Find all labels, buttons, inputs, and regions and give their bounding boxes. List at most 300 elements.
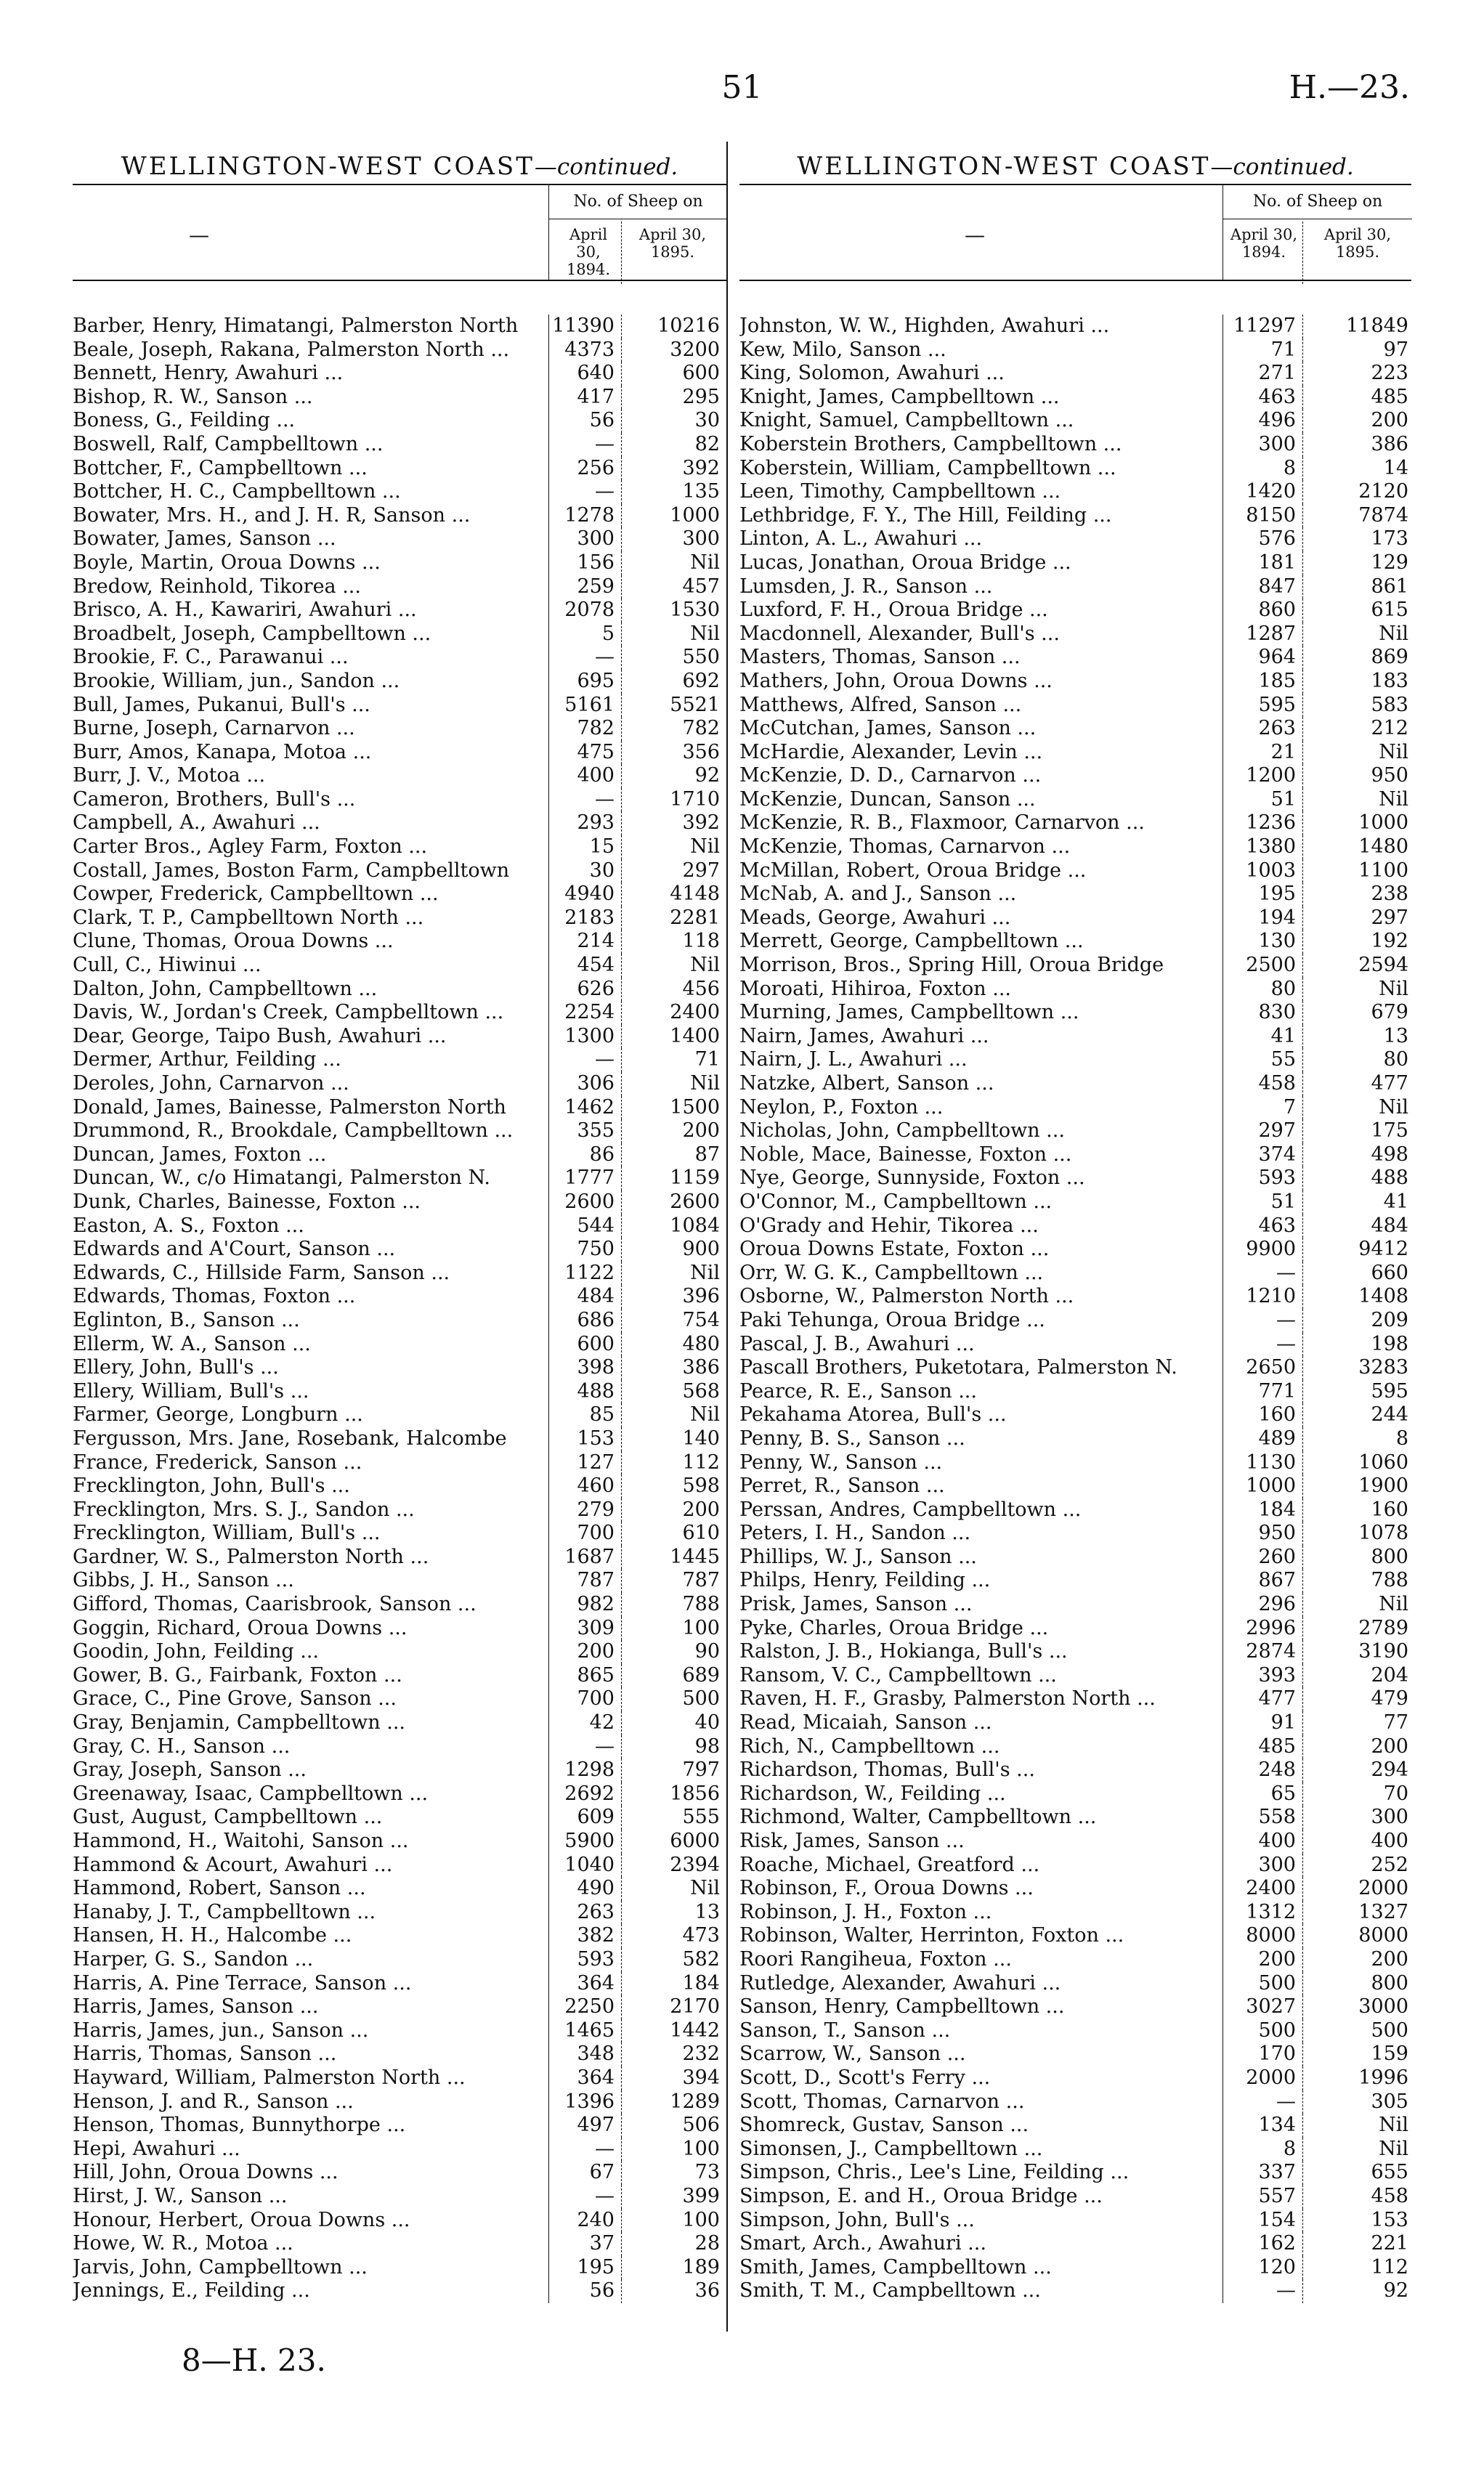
- sheep-1894: 195: [548, 2256, 615, 2280]
- sheep-1894: —: [1223, 1333, 1296, 1357]
- sheep-1894: 134: [1223, 2114, 1296, 2138]
- sheep-1895: 1159: [621, 1167, 720, 1190]
- table-row: [73, 504, 726, 528]
- sheep-1894: 867: [1223, 1569, 1296, 1593]
- table-row: [739, 2138, 1411, 2162]
- table-row: [739, 1854, 1411, 1878]
- sheep-1894: 1298: [548, 1758, 615, 1782]
- sheep-1895: 1327: [1302, 1901, 1408, 1925]
- table-row: [739, 1119, 1411, 1143]
- sheep-1894: 860: [1223, 599, 1296, 622]
- sheep-1895: 598: [621, 1474, 720, 1498]
- table-row: [73, 1758, 726, 1782]
- table-row: [739, 1025, 1411, 1049]
- sheep-1895: 2170: [621, 1995, 720, 2019]
- table-row: [73, 646, 726, 670]
- entry-name: Knight, James, Campbelltown ...: [739, 385, 1060, 408]
- sheep-1894: 85: [548, 1403, 615, 1427]
- sheep-1894: 184: [1223, 1498, 1296, 1522]
- table-row: [739, 409, 1411, 433]
- table-row: [73, 954, 726, 978]
- entry-name: McNab, A. and J., Sanson ...: [739, 883, 1017, 906]
- sheep-1895: 615: [1302, 599, 1408, 622]
- entry-name: Burne, Joseph, Carnarvon ...: [73, 717, 355, 740]
- entry-name: Campbell, A., Awahuri ...: [73, 811, 320, 835]
- sheep-1894: 67: [548, 2161, 615, 2185]
- table-row: [73, 622, 726, 646]
- table-row: [739, 906, 1411, 930]
- sheep-1894: 477: [1223, 1687, 1296, 1711]
- sheep-1894: 37: [548, 2232, 615, 2256]
- entry-name: Nye, George, Sunnyside, Foxton ...: [739, 1167, 1085, 1190]
- sheep-1894: 393: [1223, 1664, 1296, 1688]
- sheep-1894: 263: [548, 1901, 615, 1925]
- entry-name: Duncan, James, Foxton ...: [73, 1143, 327, 1166]
- title-text: WELLINGTON-WEST COAST: [797, 152, 1211, 181]
- table-row: [73, 480, 726, 504]
- entry-name: McHardie, Alexander, Levin ...: [739, 740, 1043, 763]
- entry-name: Boswell, Ralf, Campbelltown ...: [73, 432, 384, 455]
- page-number: 51: [721, 69, 763, 106]
- entry-name: Gibbs, J. H., Sanson ...: [73, 1569, 294, 1592]
- sheep-1894: 950: [1223, 1522, 1296, 1546]
- entry-name: Brisco, A. H., Kawariri, Awahuri ...: [73, 599, 417, 622]
- table-row: [739, 1735, 1411, 1759]
- group-label: No. of Sheep on: [549, 185, 727, 219]
- sheep-1894: 1462: [548, 1096, 615, 1120]
- entry-name: Dalton, John, Campbelltown ...: [73, 977, 378, 1000]
- entry-name: King, Solomon, Awahuri ...: [739, 362, 1005, 385]
- sheep-1895: 396: [621, 1285, 720, 1309]
- sheep-1894: 686: [548, 1309, 615, 1333]
- entry-name: Bishop, R. W., Sanson ...: [73, 385, 313, 408]
- entry-name: McKenzie, Thomas, Carnarvon ...: [739, 835, 1071, 859]
- table-row: [739, 1617, 1411, 1641]
- entry-name: Hammond & Acourt, Awahuri ...: [73, 1853, 393, 1876]
- entry-name: Rich, N., Campbelltown ...: [739, 1735, 1000, 1758]
- sheep-1895: 500: [1302, 2019, 1408, 2043]
- sheep-1895: 41: [1302, 1190, 1408, 1214]
- entry-name: Koberstein, William, Campbelltown ...: [739, 456, 1116, 479]
- table-row: [739, 2090, 1411, 2114]
- sheep-1895: Nil: [621, 1877, 720, 1901]
- sheep-1894: 1278: [548, 504, 615, 528]
- table-row: [73, 2232, 726, 2256]
- table-row: [739, 1877, 1411, 1901]
- entry-name: Robinson, F., Oroua Downs ...: [739, 1877, 1034, 1900]
- sheep-1895: 692: [621, 670, 720, 694]
- table-row: [73, 1403, 726, 1427]
- sheep-1894: 297: [1223, 1119, 1296, 1143]
- entry-name: Harris, James, jun., Sanson ...: [73, 2019, 369, 2042]
- sheep-1895: 610: [621, 1522, 720, 1546]
- table-row: [73, 386, 726, 410]
- sheep-1895: 40: [621, 1711, 720, 1735]
- sheep-1894: —: [548, 433, 615, 457]
- sheep-1895: 71: [621, 1048, 720, 1072]
- table-row: [73, 930, 726, 954]
- sheep-1894: 348: [548, 2042, 615, 2066]
- table-row: [73, 2042, 726, 2066]
- sheep-1894: —: [1223, 2279, 1296, 2303]
- sheep-1895: 189: [621, 2256, 720, 2280]
- sheep-1895: 480: [621, 1333, 720, 1357]
- sheep-1894: 86: [548, 1143, 615, 1167]
- table-row: [739, 2279, 1411, 2303]
- entry-name: France, Frederick, Sanson ...: [73, 1451, 362, 1474]
- table-row: [739, 741, 1411, 765]
- table-row: [73, 1546, 726, 1570]
- sheep-1895: 1856: [621, 1782, 720, 1806]
- table-row: [739, 504, 1411, 528]
- sheep-1894: 982: [548, 1593, 615, 1617]
- sheep-1894: 300: [1223, 1854, 1296, 1878]
- table-row: [73, 1072, 726, 1096]
- sheep-1894: 398: [548, 1356, 615, 1380]
- sheep-1894: 263: [1223, 717, 1296, 741]
- table-row: [739, 2232, 1411, 2256]
- entry-name: Roori Rangiheua, Foxton ...: [739, 1947, 1012, 1971]
- sheep-1895: 200: [1302, 1948, 1408, 1972]
- entry-name: Bennett, Henry, Awahuri ...: [73, 362, 344, 385]
- sheep-1895: 485: [1302, 386, 1408, 410]
- sheep-1895: 394: [621, 2066, 720, 2090]
- table-row: [739, 551, 1411, 575]
- sheep-1894: 5161: [548, 694, 615, 718]
- table-row: [739, 1830, 1411, 1854]
- sheep-1895: 400: [1302, 1830, 1408, 1854]
- sheep-1894: 500: [1223, 2019, 1296, 2043]
- sheep-1895: 232: [621, 2042, 720, 2066]
- table-row: [739, 1427, 1411, 1451]
- right-table-body: [739, 315, 1411, 2303]
- sheep-1895: 2594: [1302, 954, 1408, 978]
- table-row: [73, 2019, 726, 2043]
- table-row: [739, 788, 1411, 812]
- sheep-1894: —: [548, 480, 615, 504]
- sheep-1895: 2120: [1302, 480, 1408, 504]
- sheep-1894: 1687: [548, 1546, 615, 1570]
- entry-name: McMillan, Robert, Oroua Bridge ...: [739, 859, 1087, 882]
- sheep-1895: 300: [621, 527, 720, 551]
- sheep-1894: 71: [1223, 338, 1296, 362]
- entry-name: Gifford, Thomas, Caarisbrook, Sanson ...: [73, 1593, 477, 1616]
- entry-name: Rutledge, Alexander, Awahuri ...: [739, 1971, 1061, 1995]
- sheep-1894: 306: [548, 1072, 615, 1096]
- entry-name: Henson, Thomas, Bunnythorpe ...: [73, 2114, 406, 2137]
- sheep-1894: 2650: [1223, 1356, 1296, 1380]
- sheep-1894: 293: [548, 811, 615, 835]
- sheep-1895: 782: [621, 717, 720, 741]
- table-row: [73, 670, 726, 694]
- title-continued: —continued.: [534, 154, 678, 180]
- entry-name: Harris, James, Sanson ...: [73, 1995, 319, 2019]
- sheep-1895: 1408: [1302, 1285, 1408, 1309]
- header-dash: —: [189, 223, 209, 247]
- entry-name: Cameron, Brothers, Bull's ...: [73, 787, 356, 811]
- sheep-1894: 460: [548, 1474, 615, 1498]
- sheep-1895: 112: [621, 1451, 720, 1475]
- sheep-1894: 7: [1223, 1096, 1296, 1120]
- entry-name: Harper, G. S., Sandon ...: [73, 1947, 314, 1971]
- sheep-1894: 30: [548, 859, 615, 883]
- table-row: [73, 1617, 726, 1641]
- entry-name: Dear, George, Taipo Bush, Awahuri ...: [73, 1024, 447, 1047]
- sheep-1895: 77: [1302, 1711, 1408, 1735]
- table-row: [73, 1711, 726, 1735]
- sheep-1895: 1000: [1302, 811, 1408, 835]
- sheep-1895: 204: [1302, 1664, 1408, 1688]
- sheep-1895: 583: [1302, 694, 1408, 718]
- sheep-1894: 300: [548, 527, 615, 551]
- sheep-1894: 1380: [1223, 835, 1296, 859]
- sheep-1895: 386: [1302, 433, 1408, 457]
- table-row: [739, 1664, 1411, 1688]
- entry-name: Lucas, Jonathan, Oroua Bridge ...: [739, 551, 1071, 574]
- sheep-1894: 600: [548, 1333, 615, 1357]
- sheep-1895: 13: [1302, 1025, 1408, 1049]
- sheep-1894: 2874: [1223, 1640, 1296, 1664]
- left-column-title: [73, 149, 726, 184]
- sheep-1894: 65: [1223, 1782, 1296, 1806]
- sheep-1894: 1040: [548, 1854, 615, 1878]
- sheep-1894: 154: [1223, 2209, 1296, 2233]
- sheep-1895: 129: [1302, 551, 1408, 575]
- col-1894-header: April 30, 1894.: [566, 226, 611, 278]
- table-row: [739, 2161, 1411, 2185]
- entry-name: Natzke, Albert, Sanson ...: [739, 1072, 994, 1095]
- sheep-1895: 70: [1302, 1782, 1408, 1806]
- entry-name: Hirst, J. W., Sanson ...: [73, 2184, 288, 2207]
- table-row: [73, 741, 726, 765]
- sheep-1894: 259: [548, 575, 615, 599]
- table-row: [73, 1285, 726, 1309]
- document-reference: H.—23.: [1289, 69, 1410, 106]
- sheep-1895: 2394: [621, 1854, 720, 1878]
- sheep-1894: 170: [1223, 2042, 1296, 2066]
- table-row: [73, 1498, 726, 1522]
- entry-name: Brookie, F. C., Parawanui ...: [73, 646, 349, 669]
- sheep-1895: 11849: [1302, 315, 1408, 338]
- table-row: [739, 1333, 1411, 1357]
- entry-name: Boness, G., Feilding ...: [73, 409, 296, 432]
- sheep-1895: 100: [621, 2138, 720, 2162]
- sheep-1895: 689: [621, 1664, 720, 1688]
- table-row: [73, 1664, 726, 1688]
- table-row: [73, 2138, 726, 2162]
- sheep-1895: 1400: [621, 1025, 720, 1049]
- entry-name: Meads, George, Awahuri ...: [739, 906, 1011, 929]
- entry-name: Scott, Thomas, Carnarvon ...: [739, 2090, 1025, 2113]
- sheep-1895: 457: [621, 575, 720, 599]
- sheep-1895: 399: [621, 2185, 720, 2209]
- table-row: [739, 1522, 1411, 1546]
- entry-name: Perssan, Andres, Campbelltown ...: [739, 1498, 1082, 1521]
- table-row: [73, 835, 726, 859]
- sheep-1894: —: [548, 788, 615, 812]
- sheep-1894: 1122: [548, 1262, 615, 1286]
- entry-name: Smith, T. M., Campbelltown ...: [739, 2279, 1041, 2302]
- table-row: [73, 811, 726, 835]
- sheep-1894: 2500: [1223, 954, 1296, 978]
- sheep-1895: 2000: [1302, 1877, 1408, 1901]
- table-row: [739, 527, 1411, 551]
- sheep-1894: 695: [548, 670, 615, 694]
- sheep-1895: 392: [621, 457, 720, 481]
- table-row: [739, 1924, 1411, 1948]
- entry-name: Mathers, John, Oroua Downs ...: [739, 669, 1053, 692]
- entry-name: McKenzie, Duncan, Sanson ...: [739, 787, 1036, 811]
- entry-name: Perret, R., Sanson ...: [739, 1474, 945, 1498]
- entry-name: Johnston, W. W., Highden, Awahuri ...: [739, 315, 1110, 337]
- sheep-1895: 800: [1302, 1546, 1408, 1570]
- sheep-1895: 200: [621, 1119, 720, 1143]
- entry-name: Smith, James, Campbelltown ...: [739, 2255, 1052, 2279]
- sheep-1895: 2789: [1302, 1617, 1408, 1641]
- sheep-1894: —: [548, 2185, 615, 2209]
- table-row: [73, 1640, 726, 1664]
- table-row: [739, 1640, 1411, 1664]
- sheep-1895: Nil: [621, 954, 720, 978]
- sheep-1894: 374: [1223, 1143, 1296, 1167]
- sheep-1895: 252: [1302, 1854, 1408, 1878]
- entry-name: Nairn, J. L., Awahuri ...: [739, 1048, 968, 1071]
- sheep-1895: 175: [1302, 1119, 1408, 1143]
- table-row: [73, 338, 726, 362]
- sheep-1894: 156: [548, 551, 615, 575]
- sheep-1894: 256: [548, 457, 615, 481]
- left-table-header: [73, 184, 726, 281]
- table-row: [739, 1711, 1411, 1735]
- entry-name: Gray, Benjamin, Campbelltown ...: [73, 1711, 405, 1735]
- entry-name: Penny, B. S., Sanson ...: [739, 1427, 965, 1450]
- group-label: No. of Sheep on: [1223, 185, 1412, 219]
- entry-name: Harris, A. Pine Terrace, Sanson ...: [73, 1971, 412, 1995]
- table-row: [73, 2161, 726, 2185]
- col-1894-header: April 30, 1894.: [1230, 226, 1298, 261]
- table-row: [73, 1948, 726, 1972]
- table-row: [73, 1309, 726, 1333]
- sheep-1895: Nil: [1302, 1593, 1408, 1617]
- header-dash: —: [965, 223, 985, 247]
- table-row: [739, 575, 1411, 599]
- table-row: [73, 1593, 726, 1617]
- table-row: [73, 1901, 726, 1925]
- table-row: [73, 906, 726, 930]
- sheep-1894: 1130: [1223, 1451, 1296, 1475]
- table-row: [73, 2066, 726, 2090]
- sheep-1894: 1003: [1223, 859, 1296, 883]
- table-row: [739, 2066, 1411, 2090]
- table-row: [73, 1238, 726, 1262]
- table-row: [739, 315, 1411, 338]
- sheep-1895: 1900: [1302, 1474, 1408, 1498]
- sheep-1895: Nil: [1302, 622, 1408, 646]
- table-row: [739, 1309, 1411, 1333]
- sheep-1894: —: [548, 2138, 615, 2162]
- entry-name: Pekahama Atorea, Bull's ...: [739, 1403, 1007, 1427]
- entry-name: Beale, Joseph, Rakana, Palmerston North ...: [73, 338, 510, 361]
- entry-name: Easton, A. S., Foxton ...: [73, 1214, 304, 1237]
- sheep-1895: Nil: [621, 1072, 720, 1096]
- sheep-1895: 2400: [621, 1001, 720, 1025]
- sheep-1895: 200: [621, 1498, 720, 1522]
- sheep-1895: 6000: [621, 1830, 720, 1854]
- sheep-1894: 56: [548, 409, 615, 433]
- entry-name: Pascall Brothers, Puketotara, Palmerston N.: [739, 1356, 1177, 1379]
- table-row: [739, 480, 1411, 504]
- sheep-1895: 300: [1302, 1806, 1408, 1830]
- entry-name: Ellery, William, Bull's ...: [73, 1379, 309, 1403]
- table-row: [73, 457, 726, 481]
- entry-name: Simonsen, J., Campbelltown ...: [739, 2137, 1043, 2160]
- sheep-1895: 92: [1302, 2279, 1408, 2303]
- table-row: [739, 2019, 1411, 2043]
- sheep-1894: —: [1223, 1262, 1296, 1286]
- entry-name: Sanson, T., Sanson ...: [739, 2019, 951, 2042]
- sheep-1894: 3027: [1223, 1995, 1296, 2019]
- sheep-1894: 2996: [1223, 1617, 1296, 1641]
- sheep-1894: 2250: [548, 1995, 615, 2019]
- table-row: [739, 2042, 1411, 2066]
- sheep-1894: 21: [1223, 741, 1296, 765]
- entry-name: Prisk, James, Sanson ...: [739, 1593, 973, 1616]
- sheep-1895: 173: [1302, 527, 1408, 551]
- table-row: [739, 1143, 1411, 1167]
- sheep-1894: 279: [548, 1498, 615, 1522]
- sheep-1894: 56: [548, 2279, 615, 2303]
- entry-name: Deroles, John, Carnarvon ...: [73, 1072, 349, 1095]
- table-row: [739, 1167, 1411, 1190]
- sheep-1894: 497: [548, 2114, 615, 2138]
- sheep-1894: 1236: [1223, 811, 1296, 835]
- sheep-1894: 593: [1223, 1167, 1296, 1190]
- sheep-1894: 2078: [548, 599, 615, 622]
- table-row: [739, 1687, 1411, 1711]
- entry-name: Hayward, William, Palmerston North ...: [73, 2066, 466, 2089]
- sheep-1895: 456: [621, 978, 720, 1002]
- entry-name: Hansen, H. H., Halcombe ...: [73, 1924, 352, 1947]
- sheep-1895: 679: [1302, 1001, 1408, 1025]
- sheep-1894: —: [1223, 1309, 1296, 1333]
- sheep-1895: 92: [621, 764, 720, 788]
- sheep-1895: Nil: [621, 1262, 720, 1286]
- sheep-1895: 386: [621, 1356, 720, 1380]
- table-row: [73, 2185, 726, 2209]
- sheep-1895: 788: [621, 1593, 720, 1617]
- table-row: [739, 2185, 1411, 2209]
- sheep-1895: 900: [621, 1238, 720, 1262]
- entry-name: Kew, Milo, Sanson ...: [739, 338, 946, 361]
- table-row: [739, 1072, 1411, 1096]
- sheep-1895: 244: [1302, 1403, 1408, 1427]
- entry-name: Gray, C. H., Sanson ...: [73, 1735, 291, 1758]
- entry-name: Ralston, J. B., Hokianga, Bull's ...: [739, 1640, 1068, 1663]
- table-row: [73, 1143, 726, 1167]
- sheep-1895: 595: [1302, 1380, 1408, 1404]
- table-row: [73, 1924, 726, 1948]
- entry-name: Frecklington, Mrs. S. J., Sandon ...: [73, 1498, 415, 1521]
- entry-name: Gower, B. G., Fairbank, Foxton ...: [73, 1663, 402, 1687]
- entry-name: Costall, James, Boston Farm, Campbelltown: [73, 859, 510, 882]
- entry-name: Hepi, Awahuri ...: [73, 2137, 240, 2160]
- entry-name: Phillips, W. J., Sanson ...: [739, 1545, 977, 1568]
- entry-name: Pyke, Charles, Oroua Bridge ...: [739, 1616, 1049, 1639]
- sheep-1895: 118: [621, 930, 720, 954]
- sheep-1895: 1084: [621, 1214, 720, 1238]
- sheep-1895: 1078: [1302, 1522, 1408, 1546]
- sheep-1895: 223: [1302, 362, 1408, 386]
